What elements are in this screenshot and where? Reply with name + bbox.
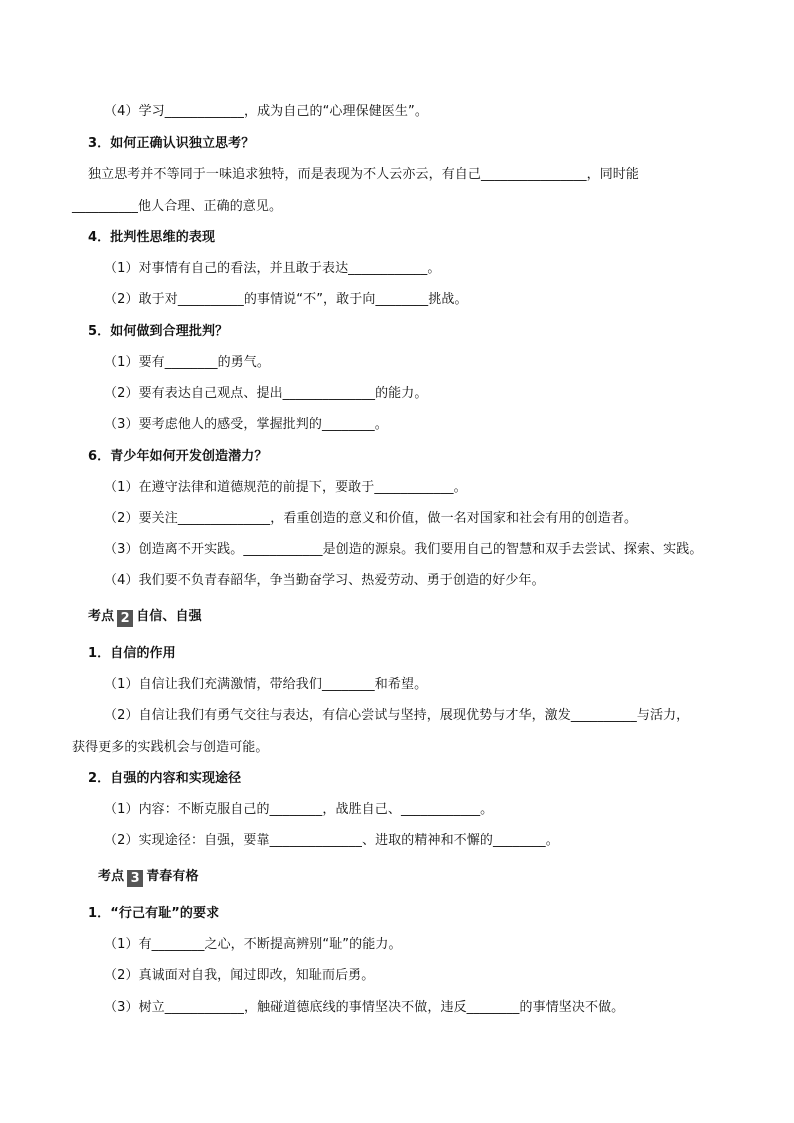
question-heading: 1．“行己有耻”的要求 — [88, 906, 220, 921]
text-line: （2）要关注______________，看重创造的意义和价值，做一名对国家和社会有用的创造者。 — [104, 511, 638, 526]
section-title: 青春有格 — [146, 869, 199, 884]
text-line: （1）内容：不断克服自己的________，战胜自己、____________。 — [104, 802, 494, 817]
text-line: __________他人合理、正确的意见。 — [72, 199, 283, 214]
section-prefix: 考点 — [88, 609, 115, 624]
question-heading: 6．青少年如何开发创造潜力？ — [88, 449, 268, 464]
section-number-badge: 3 — [127, 870, 143, 887]
text-line: （3）树立____________，触碰道德底线的事情坚决不做，违反________的事情坚决不做。 — [104, 1000, 625, 1015]
text-line: 获得更多的实践机会与创造可能。 — [72, 740, 269, 755]
section-heading — [88, 608, 202, 627]
question-heading: 2．自强的内容和实现途径 — [88, 771, 242, 786]
text-line: （1）在遵守法律和道德规范的前提下，要敢于____________。 — [104, 480, 467, 495]
section-prefix: 考点 — [98, 869, 125, 884]
text-line: （2）实现途径：自强，要靠______________、进取的精神和不懈的________。 — [104, 833, 559, 848]
text-line: （2）要有表达自己观点、提出______________的能力。 — [104, 386, 428, 401]
text-line: （3）要考虑他人的感受，掌握批判的________。 — [104, 417, 388, 432]
text-line: （2）敢于对__________的事情说“不”，敢于向________挑战。 — [104, 292, 468, 307]
section-heading — [98, 868, 199, 887]
question-heading: 1．自信的作用 — [88, 646, 176, 661]
section-title: 自信、自强 — [136, 609, 202, 624]
question-heading: 4．批判性思维的表现 — [88, 230, 216, 245]
text-line: （4）学习____________，成为自己的“心理保健医生”。 — [104, 104, 428, 119]
text-line: 独立思考并不等同于一味追求独特，而是表现为不人云亦云，有自己________________，同时能 — [88, 167, 640, 182]
text-line: （1）自信让我们充满激情，带给我们________和希望。 — [104, 677, 428, 692]
question-heading: 3．如何正确认识独立思考？ — [88, 136, 255, 151]
question-heading: 5．如何做到合理批判？ — [88, 324, 229, 339]
section-number-badge: 2 — [117, 610, 133, 627]
text-line: （2）真诚面对自我，闻过即改，知耻而后勇。 — [104, 968, 375, 983]
text-line: （1）对事情有自己的看法，并且敢于表达____________。 — [104, 261, 441, 276]
text-line: （3）创造离不开实践。____________是创造的源泉。我们要用自己的智慧和双手去尝试、探索、实践。 — [104, 542, 703, 557]
text-line: （1）有________之心，不断提高辨别“耻”的能力。 — [104, 937, 402, 952]
text-line: （1）要有________的勇气。 — [104, 355, 270, 370]
text-line: （4）我们要不负青春韶华，争当勤奋学习、热爱劳动、勇于创造的好少年。 — [104, 573, 545, 588]
text-line: （2）自信让我们有勇气交往与表达，有信心尝试与坚持，展现优势与才华，激发__________与活力， — [104, 708, 690, 723]
